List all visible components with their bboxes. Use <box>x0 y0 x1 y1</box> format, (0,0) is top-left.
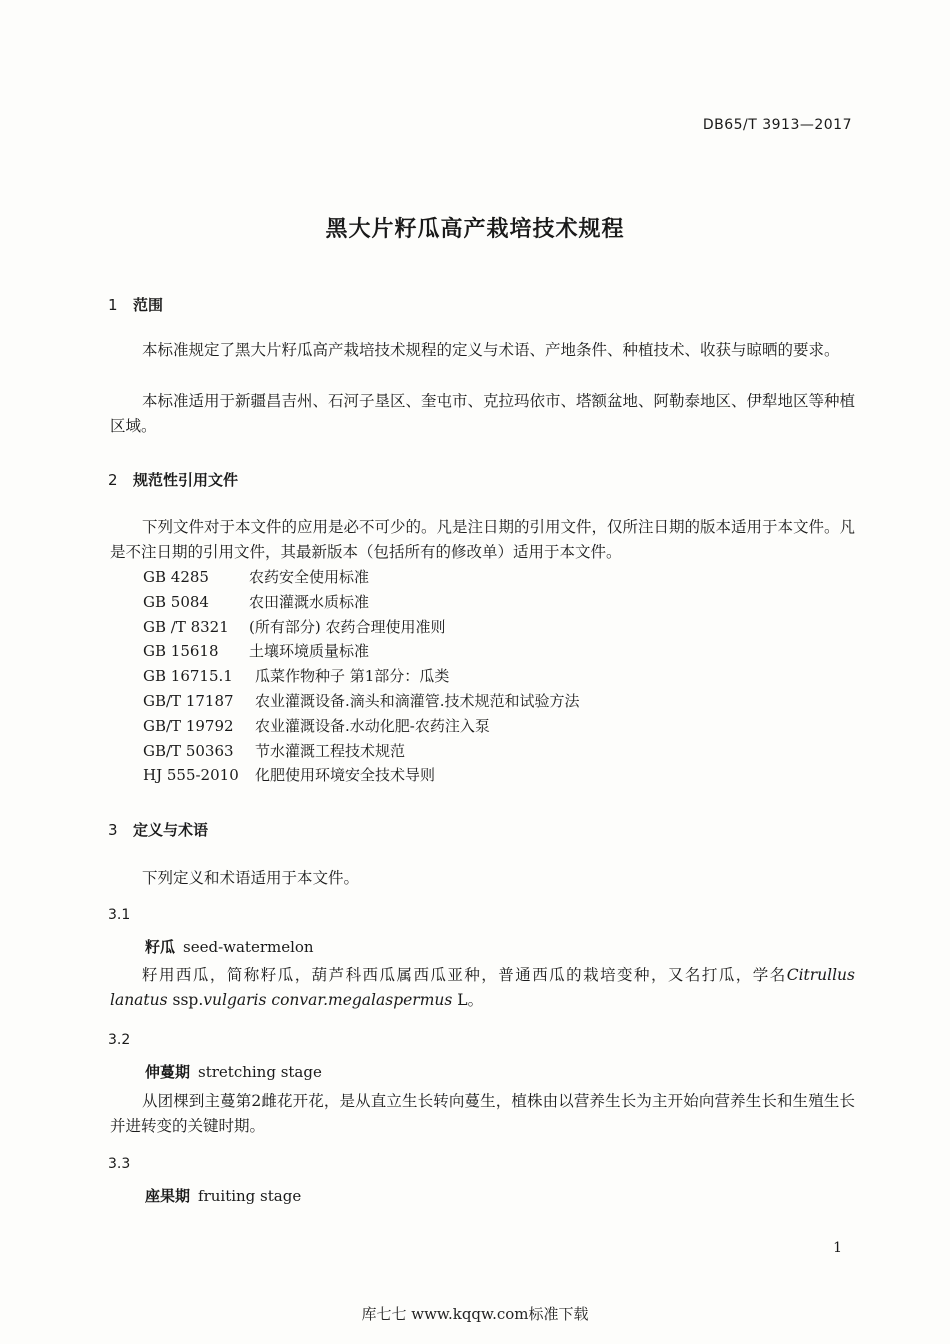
reference-name: 农田灌溉水质标准 <box>249 592 370 611</box>
footer-watermark: 库七七 www.kqqw.com标准下载 <box>361 1305 589 1323</box>
term-number: 3.3 <box>108 1156 131 1172</box>
reference-code: GB/T 17187 <box>143 691 234 710</box>
section-heading-scope <box>108 294 163 315</box>
term-number: 3.1 <box>108 907 131 923</box>
reference-code: GB 4285 <box>143 568 209 586</box>
section-number: 3 <box>108 821 118 839</box>
list-item <box>143 639 580 664</box>
reference-code: GB/T 19792 <box>143 716 234 735</box>
term-heading <box>145 1061 322 1082</box>
term-zh: 籽瓜 <box>145 938 176 956</box>
reference-name: 农药安全使用标准 <box>249 568 370 586</box>
reference-name: 节水灌溉工程技术规范 <box>255 741 406 760</box>
reference-code: HJ 555-2010 <box>143 766 239 785</box>
section-title: 规范性引用文件 <box>133 471 239 489</box>
term-heading <box>145 1185 301 1206</box>
term-en: seed-watermelon <box>183 938 314 956</box>
reference-name: 农业灌溉设备.滴头和滴灌管.技术规范和试验方法 <box>255 691 580 710</box>
reference-name: 农业灌溉设备.水动化肥-农药注入泵 <box>255 716 490 735</box>
list-item <box>143 689 580 714</box>
section-title: 范围 <box>133 296 164 314</box>
section-heading-definitions <box>108 819 208 840</box>
reference-code: GB 15618 <box>143 642 219 661</box>
definition-text: ssp. <box>167 991 204 1009</box>
reference-code: GB/T 50363 <box>143 741 234 760</box>
definition-text: L。 <box>452 991 484 1009</box>
term-en: fruiting stage <box>198 1187 302 1205</box>
section-heading-references <box>108 469 238 490</box>
term-zh: 座果期 <box>145 1187 191 1205</box>
reference-name: 瓜菜作物种子 第1部分：瓜类 <box>255 667 450 686</box>
definitions-intro: 下列定义和术语适用于本文件。 <box>142 869 360 887</box>
latin-name: Citrullus lanatus <box>110 966 855 1009</box>
section-number: 1 <box>108 296 118 314</box>
section-number: 2 <box>108 471 118 489</box>
list-item <box>143 714 580 739</box>
definition-text: 籽用西瓜，简称籽瓜，葫芦科西瓜属西瓜亚种，普通西瓜的栽培变种，又名打瓜，学名 <box>142 966 787 984</box>
list-item <box>143 739 580 764</box>
page-number: 1 <box>833 1240 842 1256</box>
term-zh: 伸蔓期 <box>145 1063 191 1081</box>
section-title: 定义与术语 <box>133 821 209 839</box>
references-intro: 下列文件对于本文件的应用是必不可少的。凡是注日期的引用文件，仅所注日期的版本适用于本文件。凡是不注日期的引用文件，其最新版本（包括所有的修改单）适用于本文件。 <box>110 518 856 561</box>
reference-name: 土壤环境质量标准 <box>249 642 370 661</box>
term-heading <box>145 936 314 957</box>
reference-list <box>143 565 580 788</box>
term-definition <box>110 963 855 1013</box>
scope-paragraph-1: 本标准规定了黑大片籽瓜高产栽培技术规程的定义与术语、产地条件、种植技术、收获与晾晒的要求。 <box>142 341 840 359</box>
reference-code: GB 16715.1 <box>143 667 233 686</box>
document-title: 黑大片籽瓜高产栽培技术规程 <box>325 217 625 242</box>
list-item <box>143 590 580 615</box>
list-item <box>143 763 580 788</box>
term-en: stretching stage <box>198 1063 322 1081</box>
term-definition: 从团棵到主蔓第2雌花开花，是从直立生长转向蔓生，植株由以营养生长为主开始向营养生长和生殖生长并进转变的关键时期。 <box>110 1092 855 1135</box>
list-item <box>143 615 580 640</box>
reference-code: GB 5084 <box>143 592 209 611</box>
reference-name: (所有部分) 农药合理使用准则 <box>249 617 446 636</box>
list-item <box>143 664 580 689</box>
latin-name: vulgaris convar.megalaspermus <box>203 991 453 1009</box>
reference-name: 化肥使用环境安全技术导则 <box>255 766 436 785</box>
reference-code: GB /T 8321 <box>143 617 229 636</box>
list-item <box>143 565 580 590</box>
standard-code: DB65/T 3913—2017 <box>702 117 852 133</box>
scope-paragraph-2: 本标准适用于新疆昌吉州、石河子垦区、奎屯市、克拉玛依市、塔额盆地、阿勒泰地区、伊犁地区等种植区域。 <box>110 392 856 435</box>
term-number: 3.2 <box>108 1032 131 1048</box>
